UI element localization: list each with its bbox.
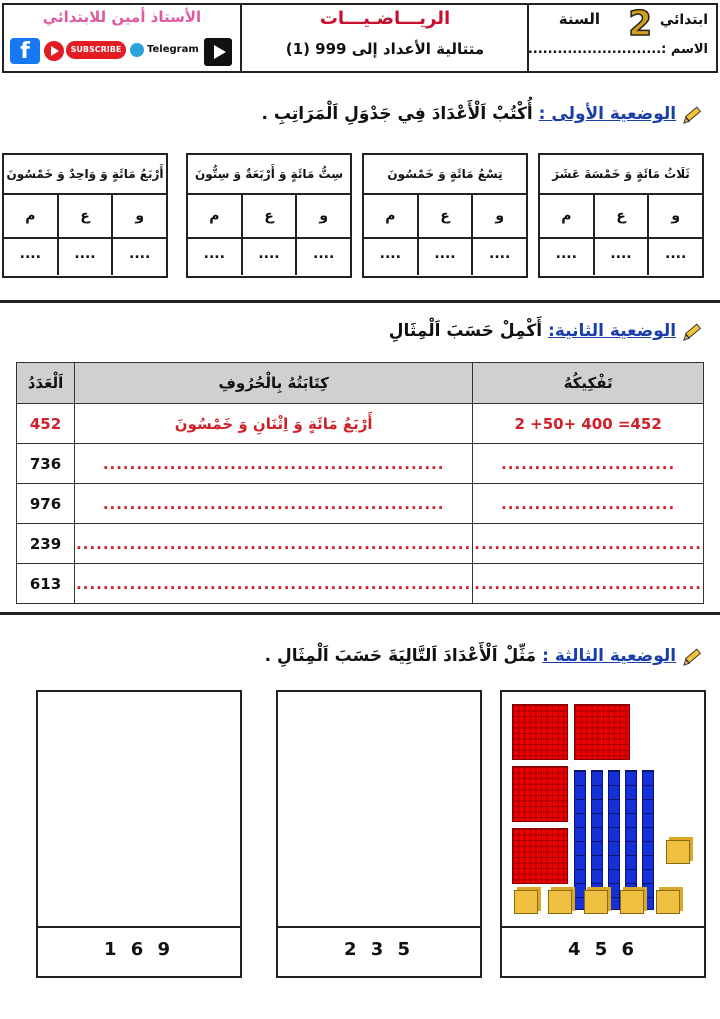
table-heading: أَرْبَعُ مَائَةٍ وَ وَاحِدٌ وَ خَمْسُونَ [4,155,166,195]
decomposition-blank[interactable]: .......................... [473,484,704,524]
answer-blank[interactable]: .... [203,246,225,262]
decomposition-blank[interactable]: .......................... [473,444,704,484]
section3-title [265,645,704,667]
table-row [17,484,704,524]
tens-column: ع [57,195,112,237]
row-number: 239 [17,524,75,564]
section2-title [389,320,704,342]
row-number: 976 [17,484,75,524]
example-words: أَرْبَعُ مَائَةٍ وَ اِثْنَانِ وَ خَمْسُونَ [75,404,473,444]
header-number: اَلْعَدَدُ [17,363,75,404]
answer-blank[interactable]: .... [555,246,577,262]
words-blank[interactable]: ........................................................... [75,564,473,604]
words-blank[interactable]: ................................................... [75,484,473,524]
section2-label: الوضعية الثانية: [548,321,677,341]
table-row [17,404,704,444]
lesson-title: متتالية الأعداد إلى 999 (1) [285,40,485,58]
units-column: و [111,195,166,237]
header-decomposition: تَفْكِيكُهُ [473,363,704,404]
answer-blank[interactable]: .... [379,246,401,262]
table-heading: تِسْعُ مَائَةٍ وَ خَمْسُونَ [364,155,526,195]
hundreds-column: م [561,208,572,224]
answer-blank[interactable]: .... [471,239,526,275]
ten-rod [625,770,637,910]
words-blank[interactable]: ................................................... [75,444,473,484]
table-heading: سِتُّ مَائَةٍ وَ أَرْبَعَةٌ وَ سِتُّونَ [188,155,350,195]
answer-blank[interactable]: .... [19,246,41,262]
ten-rod [591,770,603,910]
ten-rod [608,770,620,910]
hundred-block [512,828,568,884]
tens-column: ع [593,195,648,237]
section-divider [0,612,720,615]
section3-instruction: مَثِّلْ اَلْأَعْدَادَ اَلتَّالِيَةَ حَسَبَ اَلْمِثَالِ . [264,646,537,666]
hundreds-column: م [209,208,220,224]
ten-rod [642,770,654,910]
subscribe-badge[interactable]: SUBSCRIBE [66,41,126,59]
header-divider [240,3,242,73]
unit-cube [620,890,644,914]
youtube-icon[interactable] [44,41,64,61]
row-number: 736 [17,444,75,484]
tens-column: ع [417,195,472,237]
unit-cube [656,890,680,914]
student-name-field[interactable]: الاسم :........................... [527,42,708,57]
answer-blank[interactable]: .... [417,239,472,275]
section-divider [0,300,720,303]
telegram-label: Telegram [147,44,199,55]
play-icon[interactable] [204,38,232,66]
section1-instruction: أُكْتُبْ اَلْأَعْدَادَ فِي جَدْوَلِ اَلْمَرَاتِبِ . [261,104,533,124]
teacher-name: الأستاذ أمين للابتدائي [42,8,202,26]
header-words: كِتَابَتُهُ بِالْحُرُوفِ [75,363,473,404]
answer-blank[interactable]: .... [593,239,648,275]
example-representation-box [500,690,706,978]
section3-label: الوضعية الثالثة : [542,646,677,666]
row-number: 613 [17,564,75,604]
hundred-block [512,704,568,760]
example-number: 452 [17,404,75,444]
answer-blank[interactable]: .... [241,239,296,275]
table-row [17,524,704,564]
grade-label: السنة [558,10,600,28]
hundreds-column: م [385,208,396,224]
place-value-table-1 [538,153,704,278]
pencil-icon [682,320,704,342]
section1-label: الوضعية الأولى : [538,104,677,124]
unit-cube [666,840,690,864]
ten-rod [574,770,586,910]
unit-cube [548,890,572,914]
words-blank[interactable]: ........................................................... [75,524,473,564]
answer-blank[interactable]: .... [111,239,166,275]
answer-blank[interactable]: .... [57,239,112,275]
hundreds-column: م [25,208,36,224]
box-number: 4 5 6 [502,926,704,976]
telegram-icon[interactable] [130,43,144,57]
tens-column: ع [241,195,296,237]
example-decomposition: 2 +50+ 400 =452 [473,404,704,444]
units-column: و [647,195,702,237]
units-column: و [295,195,350,237]
unit-cube [584,890,608,914]
units-column: و [471,195,526,237]
unit-cube [514,890,538,914]
hundred-block [512,766,568,822]
table-row [17,444,704,484]
place-value-table-3 [186,153,352,278]
answer-blank[interactable]: .... [295,239,350,275]
section1-title [261,103,704,125]
grade-level: ابتدائي [659,12,708,28]
section2-instruction: أَكْمِلْ حَسَبَ اَلْمِثَالِ [388,321,543,341]
grade-number: 2 [628,4,652,44]
header-divider [527,3,529,73]
place-value-table-4 [2,153,168,278]
answer-blank[interactable]: .... [647,239,702,275]
table-heading: ثَلَاثُ مَائَةٍ وَ خَمْسَةَ عَشَرَ [540,155,702,195]
pencil-icon [682,645,704,667]
place-value-table-2 [362,153,528,278]
box-number: 1 6 9 [38,926,240,976]
answer-box-235[interactable] [276,690,482,978]
hundred-block [574,704,630,760]
decomposition-blank[interactable]: .................................. [473,564,704,604]
subject-title: الريـــاضـيـــات [319,8,451,29]
decomposition-blank[interactable]: .................................. [473,524,704,564]
table-row [17,564,704,604]
answer-box-169[interactable] [36,690,242,978]
pencil-icon [682,103,704,125]
completion-table [16,362,704,604]
box-number: 2 3 5 [278,926,480,976]
facebook-icon[interactable]: f [10,38,40,64]
